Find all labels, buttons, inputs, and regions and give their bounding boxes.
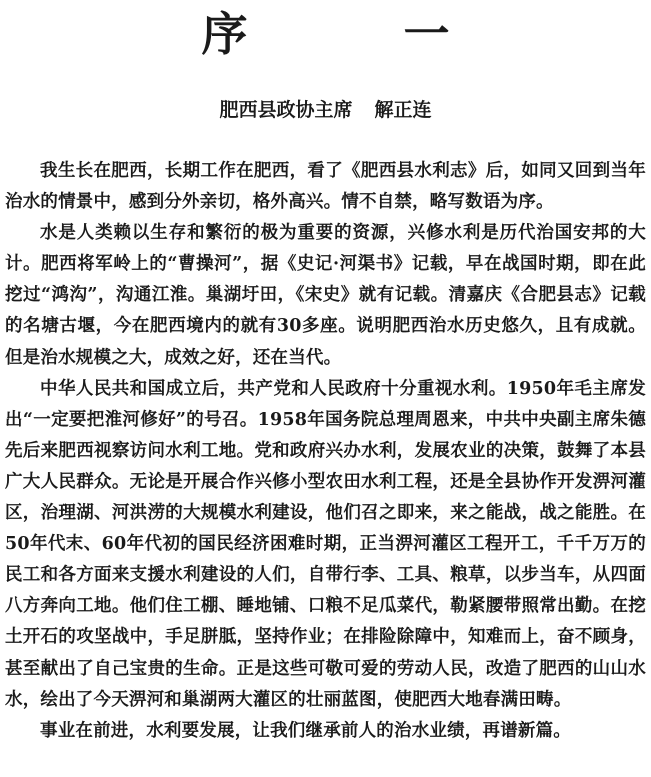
page-title: 序 一 xyxy=(201,7,520,61)
paragraph: 事业在前进，水利要发展，让我们继承前人的治水业绩，再谱新篇。 xyxy=(40,720,571,741)
preface-body xyxy=(5,156,646,747)
paragraph: 我生长在肥西，长期工作在肥西，看了《肥西县水利志》后，如同又回到当年治水的情景中，感到分外亲切，格外高兴。情不自禁，略写数语为序。 xyxy=(5,161,646,213)
author-role: 肥西县政协主席 xyxy=(219,99,353,121)
paragraph: 中华人民共和国成立后，共产党和人民政府十分重视水利。1950年毛主席发出“一定要把淮河修好”的号召。1958年国务院总理周恩来，中共中央副主席朱德先后来肥西视察访问水利工地。党和政府兴办水利，发展农业的决策，鼓舞了本县广大人民群众。无论是开展合作兴修小型农田水利工程，还是全县协作开发淠河灌区，治理湖、河洪涝的大规模水利建设，他们召之即来，来之能战，战之能胜。在50年代末、60年代初的国民经济困难时期，正当淠河灌区工程开工，千千万万的民工和各方面来支援水利建设的人们，自带行李、工具、粮草，以步当车，从四面八方奔向工地。他们住工棚、睡地铺、口粮不足瓜菜代，勒紧腰带照常出勤。在挖土开石的攻坚战中，手足胼胝，坚持作业；在排险除障中，知难而上，奋不顾身，甚至献出了自己宝贵的生命。正是这些可敬可爱的劳动人民，改造了肥西的山山水水，绘出了今天淠河和巢湖两大灌区的壮丽蓝图，使肥西大地春满田畴。 xyxy=(5,378,646,710)
author-line xyxy=(0,98,651,122)
paragraph: 水是人类赖以生存和繁衍的极为重要的资源，兴修水利是历代治国安邦的大计。肥西将军岭上的“曹操河”，据《史记·河渠书》记载，早在战国时期，即在此挖过“鸿沟”，沟通江淮。巢湖圩田，《宋史》就有记载。清嘉庆《合肥县志》记载的名塘古堰，今在肥西境内的就有30多座。说明肥西治水历史悠久，且有成就。但是治水规模之大，成效之好，还在当代。 xyxy=(5,223,646,368)
author-name: 解正连 xyxy=(374,99,432,121)
